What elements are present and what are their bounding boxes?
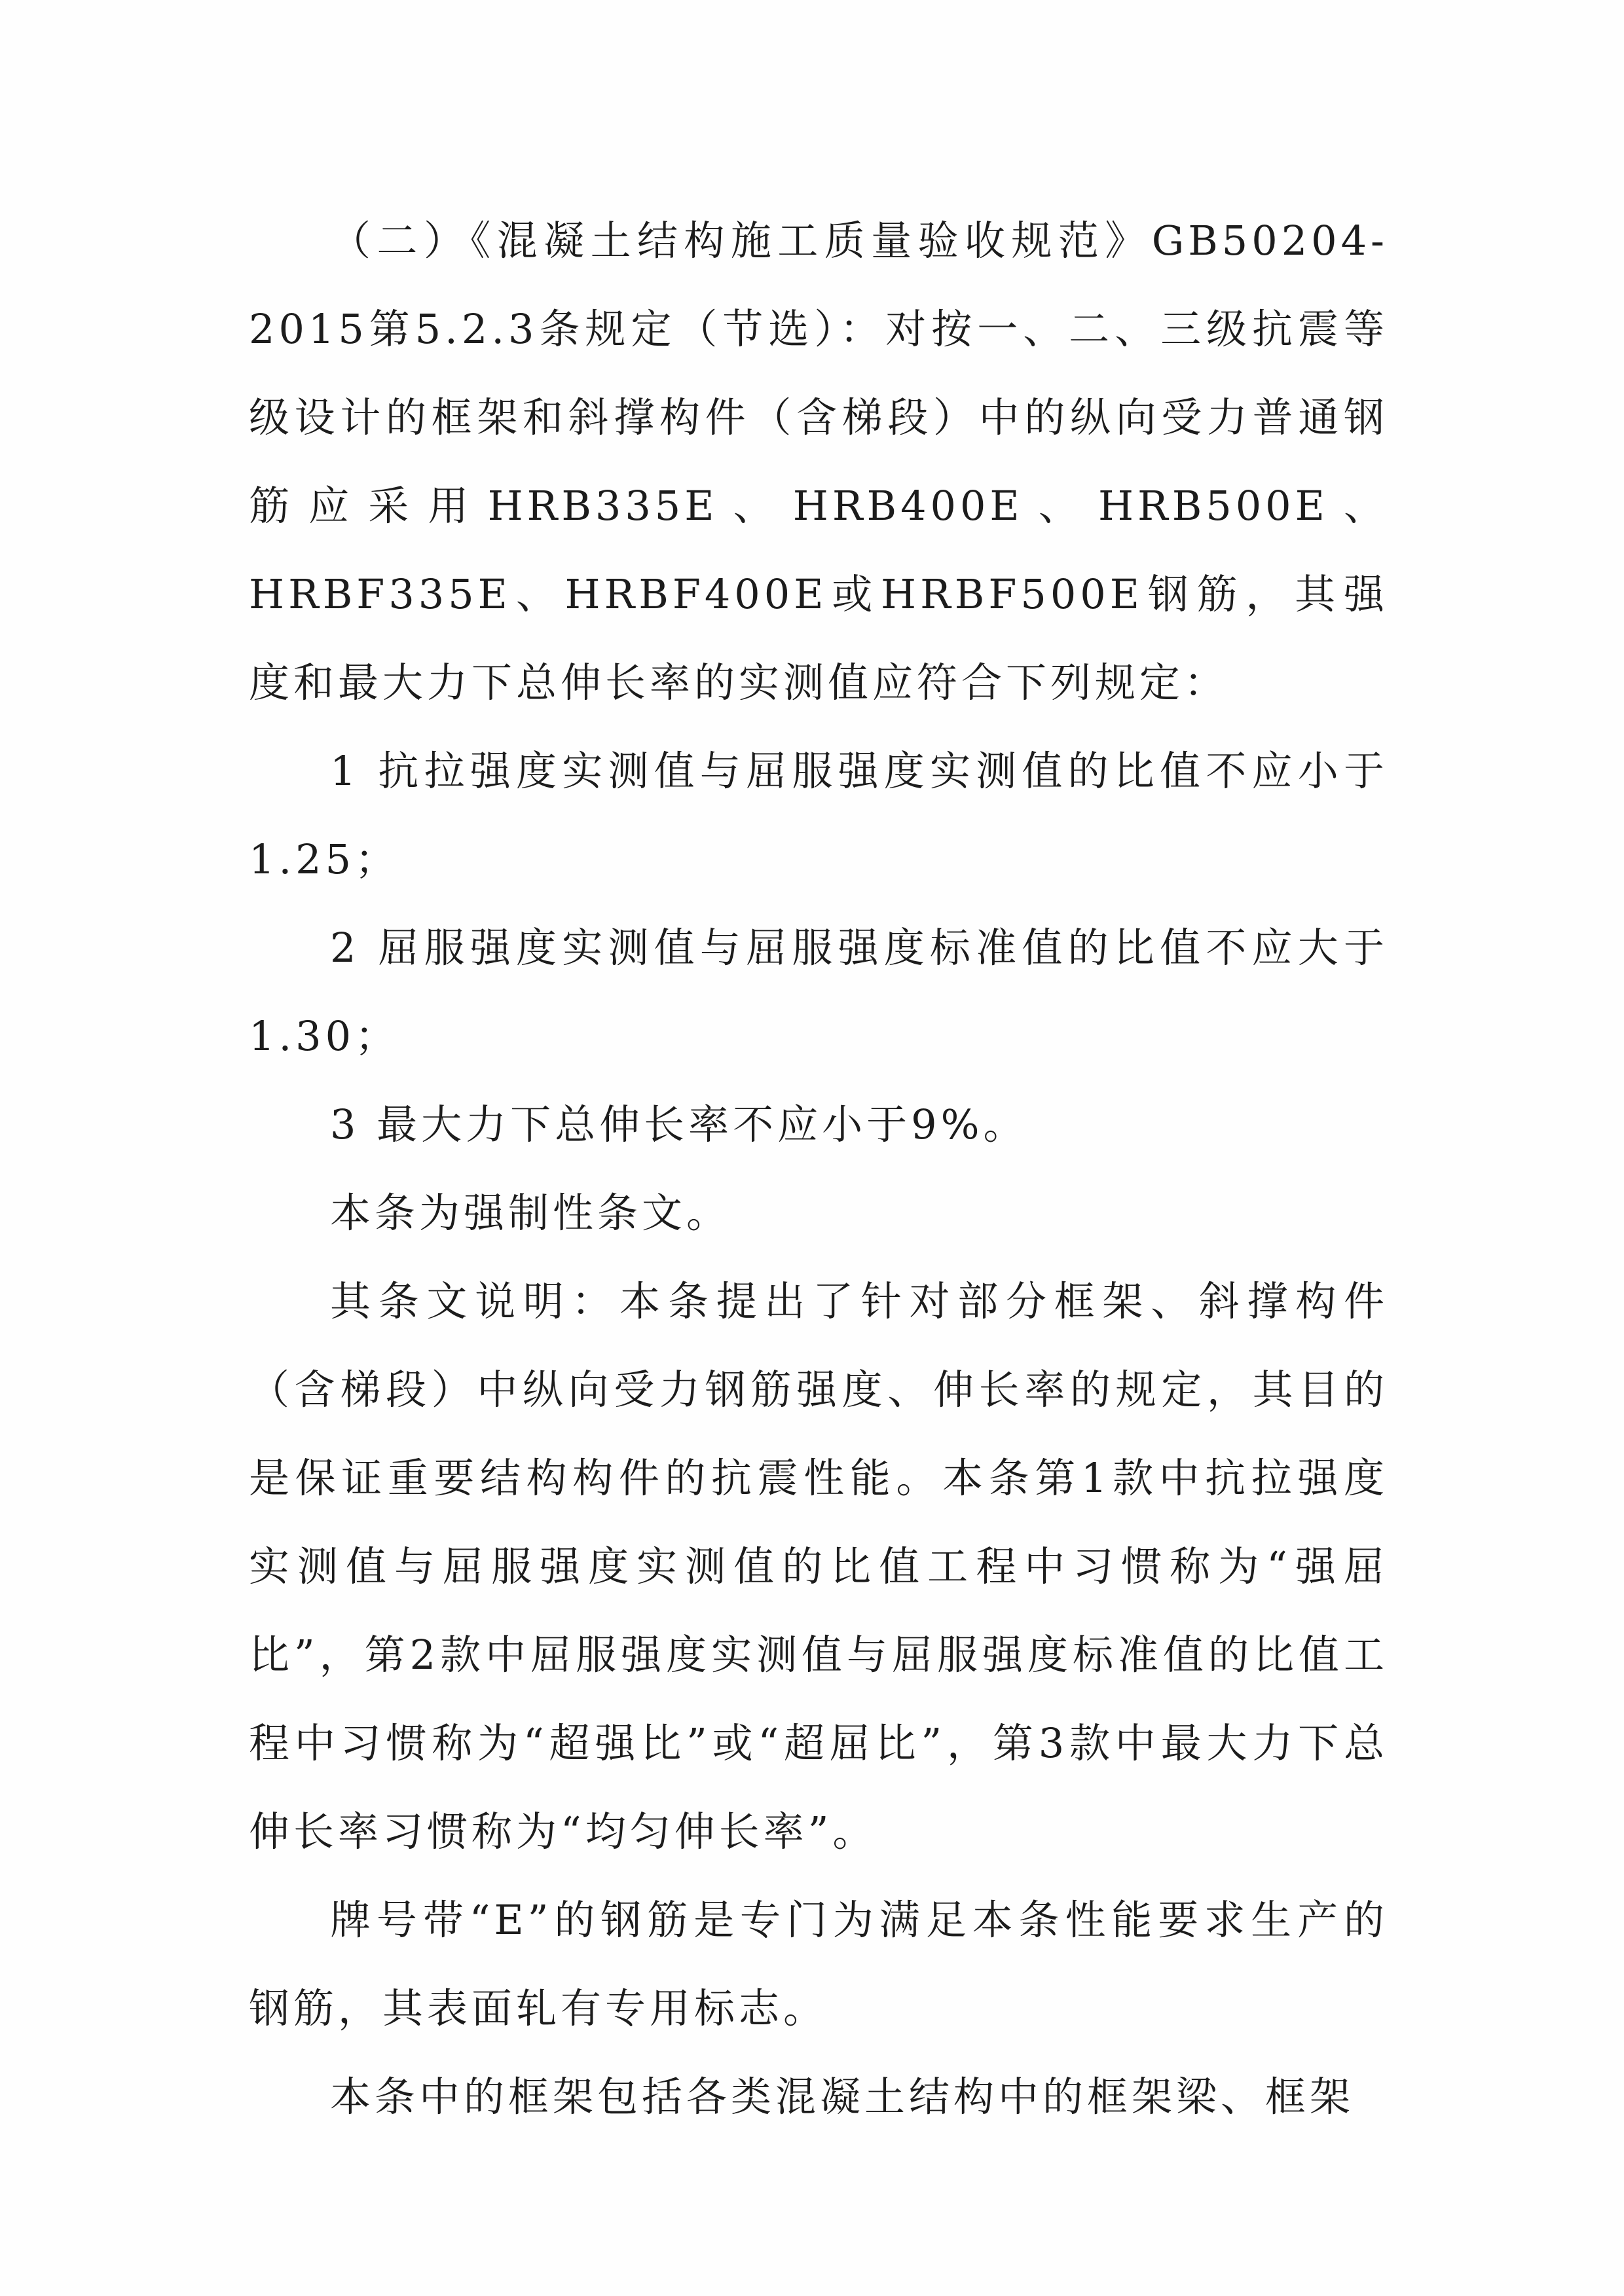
paragraph-item-1: 1 抗拉强度实测值与屈服强度实测值的比值不应小于1.25； (249, 747, 1388, 883)
paragraph-frame-scope: 本条中的框架包括各类混凝土结构中的框架梁、框架 (330, 2073, 1355, 2121)
paragraph-mandatory-note: 本条为强制性条文。 (330, 1189, 731, 1237)
paragraph-item-3: 3 最大力下总伸长率不应小于9%。 (330, 1101, 1028, 1148)
paragraph-item-2: 2 屈服强度实测值与屈服强度标准值的比值不应大于1.30； (249, 924, 1388, 1060)
document-body (249, 196, 1388, 2141)
paragraph-explanation: 其条文说明：本条提出了针对部分框架、斜撑构件（含梯段）中纵向受力钢筋强度、伸长率的规定，其目的是保证重要结构构件的抗震性能。本条第1款中抗拉强度实测值与屈服强度实测值的比值工程中习惯称为“强屈比”，第2款中屈服强度实测值与屈服强度标准值的比值工程中习惯称为“超强比”或“超屈比”，第3款中最大力下总伸长率习惯称为“均匀伸长率”。 (249, 1277, 1388, 1855)
paragraph-e-grade: 牌号带“E”的钢筋是专门为满足本条性能要求生产的钢筋，其表面轧有专用标志。 (249, 1896, 1388, 2032)
paragraph-standard-clause: （二）《混凝土结构施工质量验收规范》GB50204-2015第5.2.3条规定（节选）：对按一、二、三级抗震等级设计的框架和斜撑构件（含梯段）中的纵向受力普通钢筋应采用HRB335E、HRB400E、HRB500E、HRBF335E、HRBF400E或HRBF500E钢筋，其强度和最大力下总伸长率的实测值应符合下列规定： (249, 217, 1388, 706)
